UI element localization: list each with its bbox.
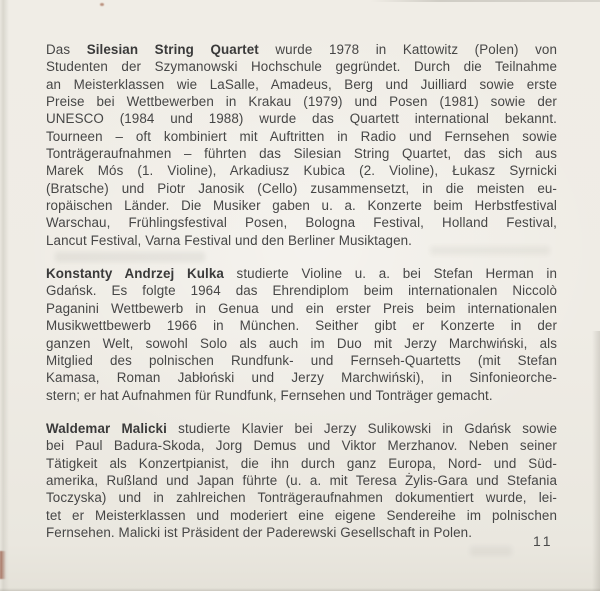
text-segment: an Meisterklassen wie LaSalle, Amadeus, Berg und Juilliard sowie erste (46, 76, 557, 92)
text-line (46, 524, 557, 541)
text-segment: Fernsehen. Malicki ist Präsident der Paderewski Gesellschaft in Polen. (46, 524, 473, 540)
text-segment: Tonträgeraufnahmen – führten das Silesian String Quartet, das sich aus (46, 146, 557, 162)
text-line (46, 180, 557, 197)
text-column (46, 41, 557, 541)
text-segment: Marek Mós (1. Violine), Arkadiusz Kubica (2. Violine), Łukasz Syrnicki (46, 163, 557, 179)
text-line (46, 76, 557, 93)
text-segment: Tourneen – oft kombiniert mit Auftritten in Radio und Fernsehen sowie (46, 128, 557, 144)
text-line (46, 317, 557, 334)
text-segment: Mitglied des polnischen Rundfunk- und Fernseh-Quartetts (mit Stefan (46, 352, 557, 368)
text-line (46, 197, 557, 214)
text-line (46, 128, 557, 145)
text-segment: (Bratsche) und Piotr Janosik (Cello) zusammensetzt, in die meisten eu- (46, 180, 557, 196)
text-segment: ropäischen Länder. Die Musiker gaben u. a. Konzerte beim Herbstfestival (46, 198, 557, 214)
text-segment: Paganini Wettbewerb in Genua und ein erster Preis beim internationalen (46, 300, 557, 316)
emphasized-name: Waldemar Malicki (46, 420, 167, 436)
text-segment: bei Paul Badura-Skoda, Jorg Demus und Viktor Merzhanov. Neben seiner (46, 438, 557, 454)
text-line (46, 282, 557, 299)
text-line (46, 472, 557, 489)
text-segment: Musikwettbewerb 1966 in München. Seither gibt er Konzerte in der (46, 318, 557, 334)
page-right-edge-shadow (592, 331, 600, 591)
emphasized-name: Konstanty Andrzej Kulka (46, 266, 224, 282)
text-line (46, 335, 557, 352)
text-segment: amerika, Rußland und Japan führte (u. a. mit Teresa Żylis-Gara und Stefania (46, 472, 557, 488)
text-line (46, 265, 557, 282)
text-line (46, 420, 557, 437)
scan-speck-artifact (100, 3, 104, 6)
text-segment: tet er Meisterklassen und moderiert eine eigene Sendereihe im polnischen (46, 507, 557, 523)
scan-stain-artifact (0, 551, 6, 579)
text-segment: Tätigkeit als Konzertpianist, die ihn durch ganz Europa, Nord- und Süd- (46, 455, 557, 471)
text-segment: Lancut Festival, Varna Festival und den Berliner Musiktagen. (46, 232, 412, 248)
show-through-artifact (470, 546, 512, 556)
text-segment: UNESCO (1984 und 1988) wurde das Quartett international bekannt. (46, 111, 557, 127)
text-line (46, 214, 557, 231)
text-line (46, 300, 557, 317)
text-segment: stern; er hat Aufnahmen für Rundfunk, Fernsehen und Tonträger gemacht. (46, 387, 493, 403)
text-line (46, 507, 557, 524)
text-segment: ganzen Welt, sowohl Solo als auch im Duo mit Jerzy Marchwiński, als (46, 335, 557, 351)
text-segment: Warschau, Frühlingsfestival Posen, Bologna Festival, Holland Festival, (46, 215, 557, 231)
text-line (46, 455, 557, 472)
text-line (46, 93, 557, 110)
paragraph (46, 265, 557, 404)
text-segment: Studenten der Szymanowski Hochschule gegründet. Durch die Teilnahme (46, 59, 557, 75)
text-segment: studierte Klavier bei Jerzy Sulikowski in Gdańsk sowie (166, 420, 557, 436)
page-left-edge-shadow (0, 0, 9, 591)
text-segment: Preise bei Wettbewerben in Krakau (1979) und Posen (1981) sowie der (46, 94, 557, 110)
text-segment: studierte Violine u. a. bei Stefan Herman in (223, 266, 558, 282)
text-line (46, 387, 557, 404)
text-segment: Gdańsk. Es folgte 1964 das Ehrendiplom beim internationalen Niccolò (46, 283, 557, 299)
text-line (46, 41, 557, 58)
text-segment: Kamasa, Roman Jabłoński und Jerzy Marchwiński), in Sinfonieorche- (46, 370, 557, 386)
text-line (46, 110, 557, 127)
text-line (46, 489, 557, 506)
text-segment: wurde 1978 in Kattowitz (Polen) von (258, 42, 558, 57)
paragraph (46, 41, 557, 249)
text-line (46, 162, 557, 179)
text-line (46, 369, 557, 386)
text-line (46, 145, 557, 162)
text-line (46, 352, 557, 369)
text-segment: Toczyska) und in zahlreichen Tonträgeraufnahmen dokumentiert wurde, lei- (46, 490, 557, 506)
text-segment: Das (46, 42, 87, 57)
page-number: 11 (533, 533, 554, 549)
paragraph (46, 420, 557, 541)
emphasized-name: Silesian String Quartet (86, 42, 259, 57)
text-line (46, 232, 557, 249)
text-line (46, 437, 557, 454)
page-top-edge-line (370, 0, 600, 2)
text-line (46, 58, 557, 75)
